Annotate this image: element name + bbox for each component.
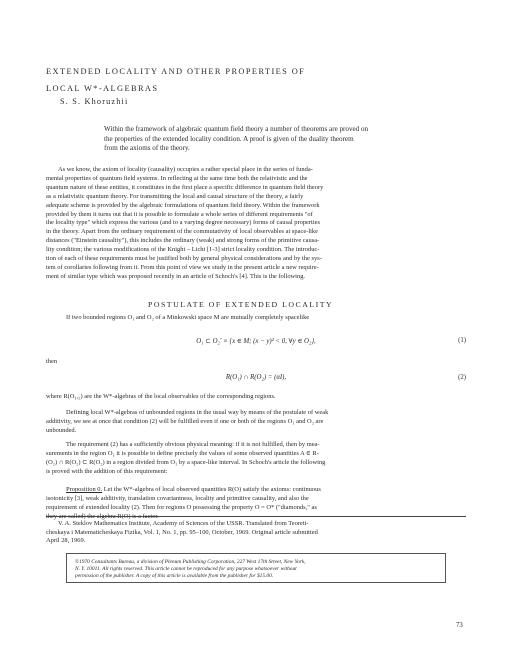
copyright-line: ©1970 Consultants Bureau, a division of Plenum Publishing Corporation, 227 West 17th Street, New York, bbox=[75, 559, 306, 565]
author-name: S. S. Khoruzhii bbox=[60, 97, 129, 106]
text-line: The requirement (2) has a sufficiently obvious physical meaning: if it is not fulfilled, then by mea- bbox=[66, 441, 320, 448]
equation-formula: O₁ ⊂ O₂′ ≡ {x ∈ M; (x − y)² < 0, ∀y ∈ O₂}, bbox=[196, 338, 316, 345]
text-line: (O₂) ∩ R(O₂) ⊂ R(O₂) in a region divided from O₁ by a space-like interval. In Schoch's article the following bbox=[46, 458, 326, 466]
proposition-text: Let the W*-algebra of local observed quantities R(O) satisfy the axioms: continuous bbox=[102, 486, 321, 493]
section-heading: POSTULATE OF EXTENDED LOCALITY bbox=[148, 300, 334, 309]
text-line: in the theory. Apart from the ordinary requirement of the commutativity of local observables at space-like bbox=[46, 228, 319, 236]
abstract-line: the properties of the extended locality condition. A proof is given of the duality theorem bbox=[104, 134, 354, 143]
text-line: distances ("Einstein causality"), this includes the ordinary (weak) and strong forms of the primitive causa- bbox=[46, 237, 320, 245]
text-line: adequate scheme is provided by the algebraic formulations of quantum field theory. Within the framework bbox=[46, 201, 320, 209]
text-line: Defining local W*-algebras of unbounded regions in the usual way by means of the postulate of weak bbox=[66, 409, 329, 416]
equation-1 bbox=[46, 337, 466, 347]
text-line: tion of each of these requirements must be justified both by general physical considerations and by the sys- bbox=[46, 255, 322, 263]
text-line: unbounded. bbox=[46, 426, 77, 434]
text-line bbox=[46, 486, 466, 495]
text-line: tem of corollaries following from it. From this point of view we study in the present article a new require- bbox=[46, 263, 319, 271]
text-line: is proved with the addition of this requirement: bbox=[46, 467, 168, 475]
then-word: then bbox=[46, 358, 58, 365]
text-line: lity condition; the various modifications of the Knight – Licht [1-3] strict locality condition. The introduc- bbox=[46, 246, 320, 254]
text-line: As we know, the axiom of locality (causality) occupies a rather special place in the series of funda- bbox=[58, 166, 313, 173]
abstract-line: Within the framework of algebraic quantum field theory a number of theorems are proved on bbox=[104, 125, 369, 133]
equation-number: (2) bbox=[458, 374, 466, 381]
intro-paragraph bbox=[46, 166, 466, 282]
footnote-line: V. A. Steklov Mathematics Institute, Academy of Sciences of the USSR. Translated from Teoreti- bbox=[58, 520, 309, 527]
footnote-line: April 28, 1969. bbox=[46, 537, 86, 545]
text-line: the locality type" which express the various (and to a varying degree necessary) forms of causal properties bbox=[46, 219, 320, 227]
text-line: ment of similar type which was proposed recently in an article of Schoch's [4]. This is the following. bbox=[46, 272, 306, 280]
abstract bbox=[104, 125, 444, 154]
postulate-line: If two bounded regions O₁ and O₂ of a Minkowski space M are mutually completely spacelike bbox=[66, 314, 310, 321]
footnote bbox=[46, 516, 466, 546]
text-line: mental properties of quantum field systems. In reflecting at the same time both the relativistic and the bbox=[46, 174, 308, 182]
equation-2 bbox=[46, 374, 466, 384]
copyright-line: permission of the publisher. A copy of this article is available from the publisher for $15.00. bbox=[75, 573, 274, 580]
copyright-line: N. Y. 10011. All rights reserved. This article cannot be reproduced for any purpose whatsoever without bbox=[75, 566, 297, 573]
text-line: quantum nature of these entities, it constitutes in the first place a specific difference in quantum field theory bbox=[46, 183, 324, 191]
where-line: where R(O₁,₂) are the W*-algebras of the local observables of the corresponding regions. bbox=[46, 393, 276, 400]
title-line: EXTENDED LOCALITY AND OTHER PROPERTIES OF bbox=[46, 67, 306, 76]
abstract-line: from the axioms of the theory. bbox=[104, 144, 190, 153]
text-line: isotonicity [3], weak additivity, translation covariantness, locality and primitive causality, and also the bbox=[46, 494, 309, 502]
copyright-box bbox=[66, 553, 446, 583]
title-line: LOCAL W*-ALGEBRAS bbox=[46, 84, 159, 93]
definition-paragraph bbox=[46, 409, 466, 436]
requirement-paragraph bbox=[46, 441, 466, 477]
article-title bbox=[46, 63, 466, 97]
footnote-line: cheskaya i Matematicheskaya Fizika, Vol. 1, No. 1, pp. 95–100, October, 1969. Original article submitted bbox=[46, 528, 318, 536]
text-line: as a relativistic quantum theory. For transmitting the local and causal structure of the theory, a fairly bbox=[46, 192, 304, 200]
text-line: surements in the region O₁ it is possible to define precisely the values of some observed quantities A ∈ R- bbox=[46, 449, 319, 457]
page-number: 73 bbox=[456, 622, 463, 629]
text-line: they are called) the algebra R(O) is a factor. bbox=[46, 512, 159, 520]
equation-number: (1) bbox=[458, 337, 466, 344]
equation-formula: R(O₁) ∩ R(O₂) = (αI), bbox=[225, 374, 287, 381]
proposition-label: Proposition 0. bbox=[66, 486, 103, 493]
text-line: requirement of extended locality (2). Then for regions O possessing the property O = O* ("diamonds," as bbox=[46, 503, 317, 511]
text-line: additivity, we see at once that condition (2) will be fulfilled even if one or both of the regions O₁ and O₂ are bbox=[46, 417, 324, 425]
text-line: provided by them it turns out that it is possible to formulate a whole series of different requirements "of bbox=[46, 210, 313, 218]
